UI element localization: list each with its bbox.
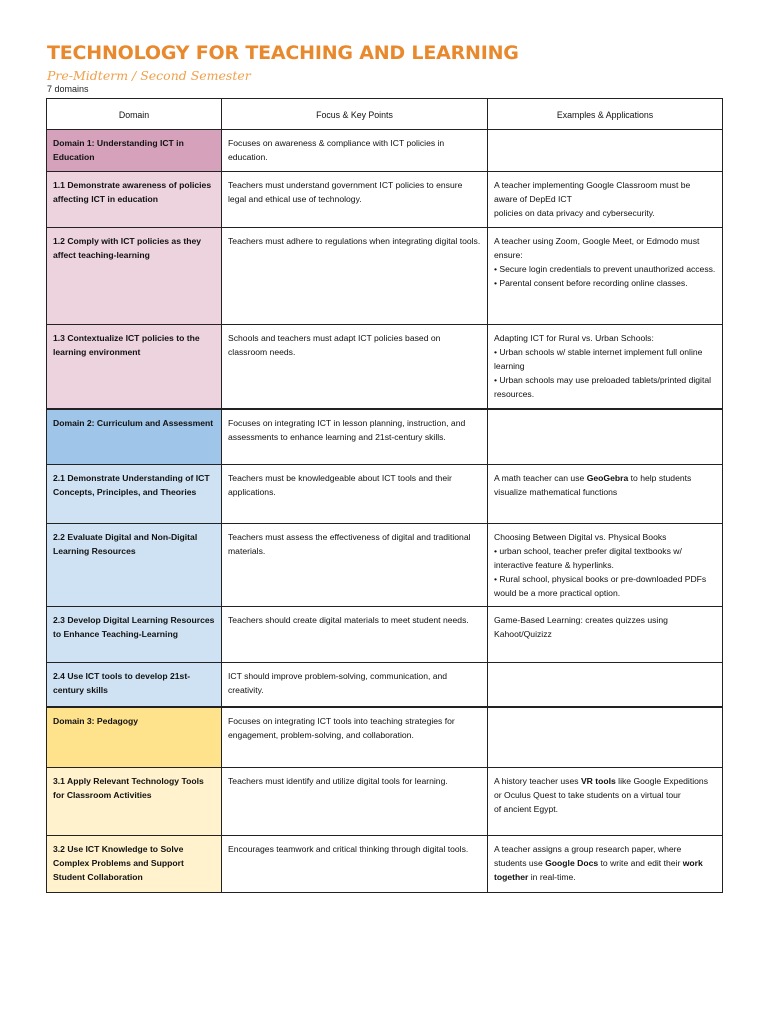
table-row [47,607,723,663]
examples-cell [488,707,723,768]
domain-cell: 2.3 Develop Digital Learning Resources to Enhance Teaching-Learning [47,607,222,663]
examples-line: policies on data privacy and cybersecurity. [494,208,655,218]
examples-cell [488,663,723,707]
examples-line: • urban school, teacher prefer digital textbooks w/ interactive feature & hyperlinks. [494,546,682,570]
examples-cell [488,524,723,607]
domain-cell: 2.2 Evaluate Digital and Non-Digital Learning Resources [47,524,222,607]
domain-cell: 3.1 Apply Relevant Technology Tools for Classroom Activities [47,768,222,836]
focus-cell: Encourages teamwork and critical thinking through digital tools. [222,836,488,893]
examples-line: Adapting ICT for Rural vs. Urban Schools: [494,333,654,343]
header-examples: Examples & Applications [488,99,723,130]
tool-highlight: VR tools [580,776,616,786]
domain-cell: 3.2 Use ICT Knowledge to Solve Complex Problems and Support Student Collaboration [47,836,222,893]
table-row [47,325,723,409]
table-row [47,524,723,607]
examples-cell [488,325,723,409]
domain-cell: 2.4 Use ICT tools to develop 21st-century skills [47,663,222,707]
examples-line: Choosing Between Digital vs. Physical Books [494,532,667,542]
examples-cell [488,172,723,228]
examples-cell [488,409,723,465]
header-focus: Focus & Key Points [222,99,488,130]
table-row [47,130,723,172]
domain-cell: 2.1 Demonstrate Understanding of ICT Concepts, Principles, and Theories [47,465,222,524]
domain-cell: 1.2 Comply with ICT policies as they affect teaching-learning [47,228,222,325]
table-row [47,172,723,228]
examples-line: of ancient Egypt. [494,804,559,814]
examples-line: A teacher using Zoom, Google Meet, or Edmodo must ensure: [494,236,700,260]
examples-cell: A math teacher can use GeoGebra to help students visualize mathematical functions [488,465,723,524]
examples-cell [488,768,723,836]
examples-line: • Secure login credentials to prevent unauthorized access. [494,264,716,274]
focus-cell: Teachers must identify and utilize digital tools for learning. [222,768,488,836]
examples-line: A teacher implementing Google Classroom must be aware of DepEd ICT [494,180,691,204]
examples-line: A history teacher uses VR tools like Google Expeditions or Oculus Quest to take students on a virtual tour [494,776,708,800]
domain-cell: Domain 3: Pedagogy [47,707,222,768]
domain-cell: 1.3 Contextualize ICT policies to the learning environment [47,325,222,409]
domain-cell: Domain 2: Curriculum and Assessment [47,409,222,465]
focus-cell: Teachers must assess the effectiveness of digital and traditional materials. [222,524,488,607]
focus-cell: Schools and teachers must adapt ICT policies based on classroom needs. [222,325,488,409]
focus-cell: Focuses on integrating ICT in lesson planning, instruction, and assessments to enhance learning and 21st-century skills. [222,409,488,465]
examples-cell [488,130,723,172]
table-row [47,836,723,893]
tool-highlight: GeoGebra [586,473,629,483]
focus-cell: Focuses on integrating ICT tools into teaching strategies for engagement, problem-solving, and collaboration. [222,707,488,768]
focus-cell: Teachers must adhere to regulations when integrating digital tools. [222,228,488,325]
tool-highlight: Google Docs [545,858,599,868]
table-row [47,409,723,465]
table-row [47,465,723,524]
domain-count-note: 7 domains [47,84,89,94]
table-row [47,228,723,325]
table-row [47,663,723,707]
examples-cell: A teacher assigns a group research paper, where students use Google Docs to write and edit their work together in real-time. [488,836,723,893]
table-row [47,707,723,768]
focus-cell: Focuses on awareness & compliance with ICT policies in education. [222,130,488,172]
domain-cell: 1.1 Demonstrate awareness of policies affecting ICT in education [47,172,222,228]
examples-line: • Rural school, physical books or pre-downloaded PDFs would be a more practical option. [494,574,707,598]
focus-cell: Teachers must be knowledgeable about ICT tools and their applications. [222,465,488,524]
examples-cell [488,228,723,325]
header-domain: Domain [47,99,222,130]
page-title: TECHNOLOGY FOR TEACHING AND LEARNING [47,42,519,64]
examples-line: • Parental consent before recording online classes. [494,278,688,288]
phrase-highlight: work together [494,858,703,882]
focus-cell: Teachers must understand government ICT policies to ensure legal and ethical use of technology. [222,172,488,228]
page-subtitle: Pre-Midterm / Second Semester [47,68,251,83]
focus-cell: Teachers should create digital materials to meet student needs. [222,607,488,663]
focus-cell: ICT should improve problem-solving, communication, and creativity. [222,663,488,707]
examples-line: • Urban schools may use preloaded tablets/printed digital resources. [494,375,712,399]
table-row [47,768,723,836]
domains-table [46,98,723,893]
examples-line: • Urban schools w/ stable internet implement full online learning [494,347,703,371]
examples-cell: Game-Based Learning: creates quizzes using Kahoot/Quizizz [488,607,723,663]
domain-cell: Domain 1: Understanding ICT in Education [47,130,222,172]
table-header-row [47,99,723,130]
